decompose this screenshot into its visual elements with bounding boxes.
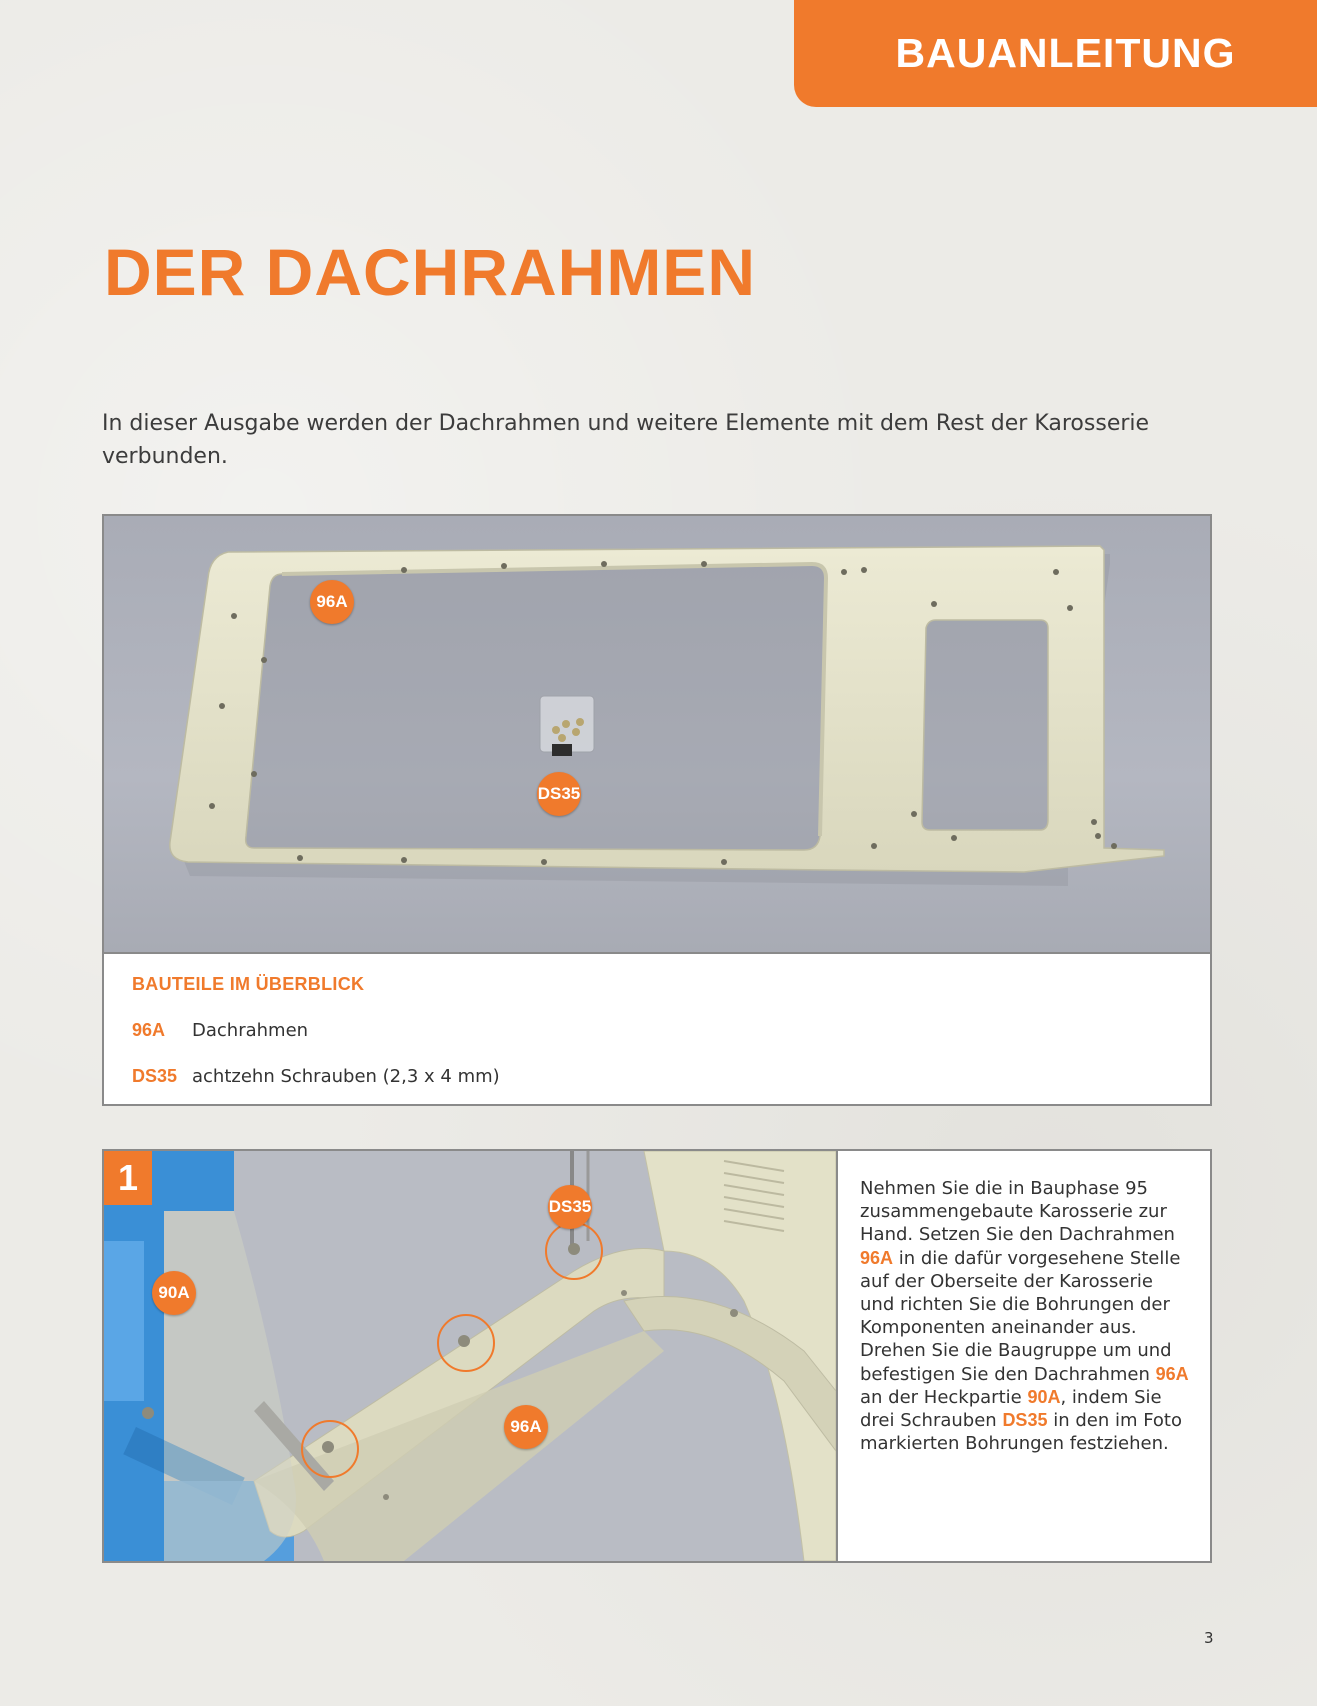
- part-ref: DS35: [1002, 1410, 1048, 1431]
- text-segment: , indem Sie drei Schrauben: [860, 1386, 1162, 1432]
- part-ref: 90A: [1027, 1386, 1061, 1407]
- label-96a: 96A: [504, 1405, 548, 1449]
- parts-heading: BAUTEILE IM ÜBERBLICK: [132, 974, 365, 994]
- part-code: DS35: [132, 1066, 178, 1086]
- parts-list: [132, 974, 500, 1087]
- assembly-illustration: [104, 1151, 836, 1561]
- label-ds35: DS35: [548, 1185, 592, 1229]
- roof-frame-illustration: [104, 516, 1210, 952]
- text-segment: in die dafür vorgesehene Stelle auf der Oberseite der Karosserie und richten Sie die Bohrungen der Komponenten aneinander aus. Drehen Sie die Baugruppe um und befestigen Sie den Dachrahmen: [860, 1247, 1181, 1385]
- part-ref: 96A: [1155, 1363, 1189, 1384]
- step-number: 1: [104, 1151, 152, 1205]
- part-description: achtzehn Schrauben (2,3 x 4 mm): [192, 1066, 500, 1087]
- page-title: DER DACHRAHMEN: [104, 235, 756, 309]
- part-description: Dachrahmen: [192, 1020, 309, 1041]
- label-ds35: DS35: [537, 772, 581, 816]
- page-number: 3: [1204, 1629, 1214, 1647]
- step-instructions: [860, 1177, 1190, 1455]
- part-code: 96A: [132, 1020, 166, 1040]
- section-label: BAUANLEITUNG: [895, 30, 1236, 76]
- intro-paragraph: In dieser Ausgabe werden der Dachrahmen und weitere Elemente mit dem Rest der Karosserie verbunden.: [102, 411, 1150, 469]
- text-segment: in den im Foto markierten Bohrungen festziehen.: [860, 1410, 1183, 1455]
- section-tab: [794, 0, 1317, 107]
- label-90a: 90A: [152, 1271, 196, 1315]
- text-segment: Nehmen Sie die in Bauphase 95 zusammengebaute Karosserie zur Hand. Setzen Sie den Dachrahmen: [860, 1178, 1175, 1246]
- text-segment: an der Heckpartie: [860, 1386, 1028, 1408]
- step-photo: [104, 1151, 838, 1561]
- parts-photo: [104, 516, 1210, 954]
- screw-bag: [540, 696, 594, 756]
- label-96a: 96A: [310, 580, 354, 624]
- parts-overview-card: [102, 514, 1212, 1106]
- part-ref: 96A: [860, 1247, 894, 1268]
- step-1-card: [102, 1149, 1212, 1563]
